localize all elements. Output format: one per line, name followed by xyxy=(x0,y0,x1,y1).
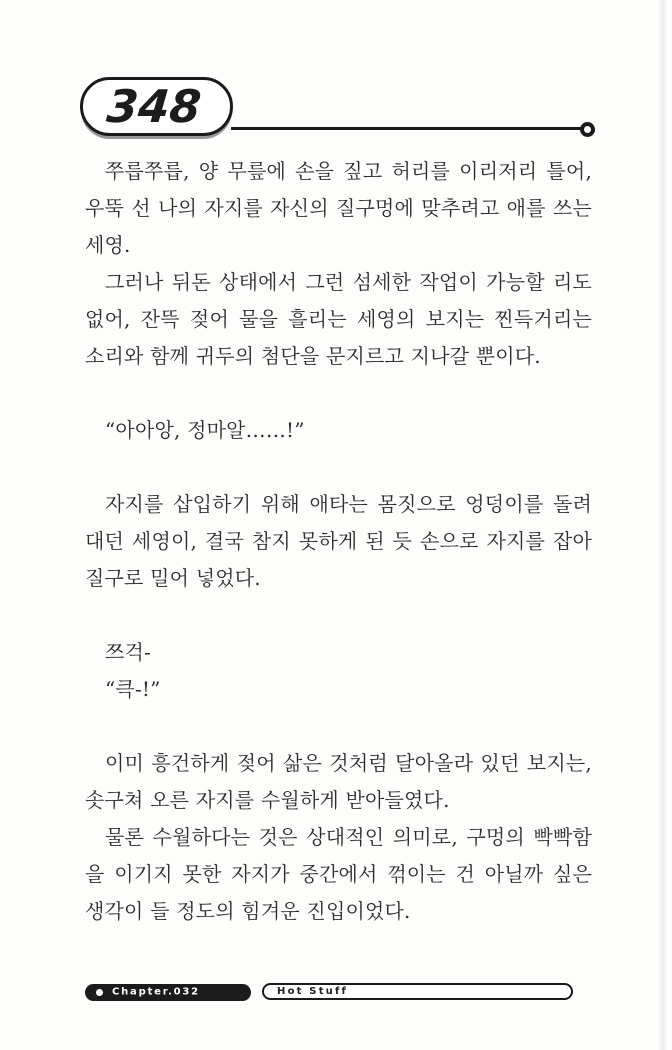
header-rule xyxy=(231,127,583,130)
header-rule-end-ring-icon xyxy=(580,122,595,137)
page-number-capsule xyxy=(80,77,233,136)
paragraph: 자지를 삽입하기 위해 애타는 몸짓으로 엉덩이를 돌려대던 세영이, 결국 참지 못하게 된 듯 손으로 자지를 잡아 질구로 밀어 넣었다. xyxy=(85,492,592,590)
sfx-line: 쯔걱- xyxy=(105,640,151,664)
chapter-label: Chapter.032 xyxy=(112,986,200,998)
book-title-label: Hot Stuff xyxy=(277,986,349,997)
page-number: 348 xyxy=(104,80,203,133)
paragraph: 쭈릅쭈릅, 양 무릎에 손을 짚고 허리를 이리저리 틀어, 우뚝 선 나의 자지를 자신의 질구멍에 맞추려고 애를 쓰는 세영. xyxy=(85,159,592,257)
dialogue-line: “아아앙, 정마알……!” xyxy=(105,418,305,442)
page-edge-shading xyxy=(658,0,668,1050)
body-text xyxy=(85,153,592,930)
paragraph: 물론 수월하다는 것은 상대적인 의미로, 구멍의 빡빡함을 이기지 못한 자지가 중간에서 꺾이는 건 아닐까 싶은 생각이 들 정도의 힘겨운 진입이었다. xyxy=(85,825,592,923)
dialogue-line: “큭-!” xyxy=(105,677,161,701)
paragraph: 이미 흥건하게 젖어 삶은 것처럼 달아올라 있던 보지는, 솟구쳐 오른 자지를 수월하게 받아들였다. xyxy=(85,751,592,812)
paragraph: 그러나 뒤돈 상태에서 그런 섬세한 작업이 가능할 리도 없어, 잔뜩 젖어 물을 흘리는 세영의 보지는 찐득거리는 소리와 함께 귀두의 첨단을 문지르고 지나갈 뿐이다. xyxy=(85,270,592,368)
book-title-badge xyxy=(262,983,573,1000)
chapter-badge xyxy=(85,984,251,1001)
bullet-dot-icon xyxy=(96,989,103,996)
